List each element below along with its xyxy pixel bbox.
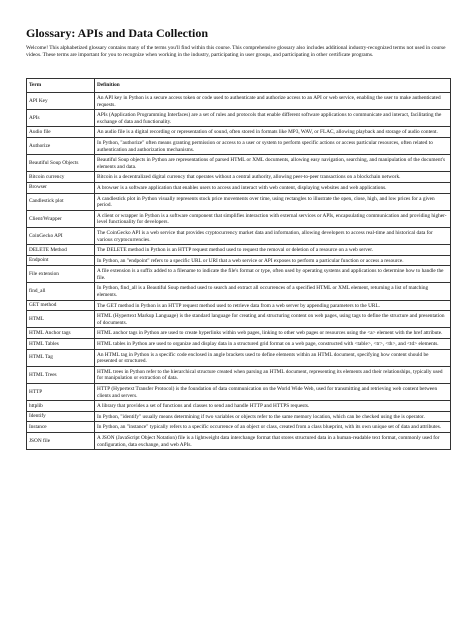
term-cell: CoinGecko API <box>27 227 95 244</box>
table-row <box>27 137 451 154</box>
definition-cell: An HTML tag in Python is a specific code enclosed in angle brackets used to define elements within an HTML document, specifying how content should be presented or structured. <box>95 349 451 366</box>
definition-cell: A candlestick plot in Python visually represents stock price movements over time, using rectangles to illustrate the open, close, high, and low prices for a given period. <box>95 193 451 210</box>
term-cell: Endpoint <box>27 255 95 266</box>
table-row <box>27 311 451 328</box>
glossary-body <box>27 93 451 450</box>
table-row <box>27 93 451 110</box>
term-cell: HTML Trees <box>27 366 95 383</box>
table-row <box>27 110 451 127</box>
term-cell: HTML Tag <box>27 349 95 366</box>
table-row <box>27 339 451 350</box>
page-title: Glossary: APIs and Data Collection <box>26 26 209 40</box>
definition-cell: The CoinGecko API is a web service that provides cryptocurrency market data and information, allowing developers to access real-time and historical data for various cryptocurrencies. <box>95 227 451 244</box>
table-row <box>27 255 451 266</box>
definition-cell: In Python, "identify" usually means determining if two variables or objects refer to the same memory location, which can be checked using the is operator. <box>95 411 451 422</box>
definition-cell: A JSON (JavaScript Object Notation) file is a lightweight data interchange format that stores structured data in a human-readable text format, commonly used for configuration, data exchange, and web APIs. <box>95 432 451 449</box>
definition-cell: A file extension is a suffix added to a filename to indicate the file's format or type, often used by operating systems and applications to determine how to handle the file. <box>95 266 451 283</box>
term-cell: Identify <box>27 411 95 422</box>
definition-cell: The GET method in Python is an HTTP request method used to retrieve data from a web server by appending parameters to the URL. <box>95 300 451 311</box>
definition-cell: APIs (Application Programming Interfaces) are a set of rules and protocols that enable different software applications to communicate and interact, facilitating the exchange of data and functionality. <box>95 110 451 127</box>
term-cell: Instance <box>27 422 95 433</box>
term-cell: Authorize <box>27 137 95 154</box>
table-row <box>27 422 451 433</box>
table-row <box>27 349 451 366</box>
table-row <box>27 300 451 311</box>
definition-cell: HTTP (Hypertext Transfer Protocol) is the foundation of data communication on the World Wide Web, used for transmitting and retrieving web content between clients and servers. <box>95 384 451 401</box>
table-row <box>27 172 451 183</box>
header-definition: Definition <box>95 79 451 93</box>
definition-cell: In Python, an "instance" typically refers to a specific occurrence of an object or class, created from a class blueprint, with its own unique set of data and attributes. <box>95 422 451 433</box>
definition-cell: Beautiful Soup objects in Python are representations of parsed HTML or XML documents, allowing easy navigation, searching, and manipulation of the document's elements and data. <box>95 155 451 172</box>
definition-cell: A library that provides a set of functions and classes to send and handle HTTP and HTTPS requests. <box>95 401 451 412</box>
term-cell: Browser <box>27 182 95 193</box>
table-row <box>27 283 451 300</box>
table-row <box>27 328 451 339</box>
table-row <box>27 227 451 244</box>
table-row <box>27 366 451 383</box>
definition-cell: HTML anchor tags in Python are used to create hyperlinks within web pages, linking to other web pages or resources using the <a> element with the href attribute. <box>95 328 451 339</box>
table-row <box>27 266 451 283</box>
term-cell: Audio file <box>27 127 95 138</box>
definition-cell: A browser is a software application that enables users to access and interact with web content, displaying websites and web applications. <box>95 182 451 193</box>
intro-paragraph: Welcome! This alphabetized glossary contains many of the terms you'll find within this course. This comprehensive glossary also includes additional industry-recognized terms not used in course videos. These terms are important for you to recognize when working in the industry, participating in user groups, and participating in other certificate programs. <box>26 45 446 59</box>
term-cell: DELETE Method <box>27 245 95 256</box>
term-cell: JSON file <box>27 432 95 449</box>
term-cell: Client/Wrapper <box>27 210 95 227</box>
definition-cell: HTML tables in Python are used to organize and display data in a structured grid format on a web page, constructed with <table>, <tr>, <th>, and <td> elements. <box>95 339 451 350</box>
term-cell: HTML <box>27 311 95 328</box>
term-cell: API Key <box>27 93 95 110</box>
term-cell: File extension <box>27 266 95 283</box>
term-cell: HTML Tables <box>27 339 95 350</box>
term-cell: APIs <box>27 110 95 127</box>
term-cell: HTTP <box>27 384 95 401</box>
term-cell: httplib <box>27 401 95 412</box>
definition-cell: A client or wrapper in Python is a software component that simplifies interaction with external services or APIs, encapsulating communication and providing higher-level functionality for developers. <box>95 210 451 227</box>
term-cell: Candlestick plot <box>27 193 95 210</box>
term-cell: GET method <box>27 300 95 311</box>
definition-cell: An API key in Python is a secure access token or code used to authenticate and authorize access to an API or web service, enabling the user to make authenticated requests. <box>95 93 451 110</box>
table-row <box>27 210 451 227</box>
table-row <box>27 127 451 138</box>
definition-cell: HTML (Hypertext Markup Language) is the standard language for creating and structuring content on web pages, using tags to define the structure and presentation of documents. <box>95 311 451 328</box>
term-cell: Bitcoin currency <box>27 172 95 183</box>
definition-cell: In Python, find_all is a Beautiful Soup method used to search and extract all occurrences of a specified HTML or XML element, returning a list of matching elements. <box>95 283 451 300</box>
header-term: Term <box>27 79 95 93</box>
term-cell: find_all <box>27 283 95 300</box>
table-row <box>27 182 451 193</box>
table-row <box>27 384 451 401</box>
table-row <box>27 245 451 256</box>
definition-cell: Bitcoin is a decentralized digital currency that operates without a central authority, allowing peer-to-peer transactions on a blockchain network. <box>95 172 451 183</box>
definition-cell: HTML trees in Python refer to the hierarchical structure created when parsing an HTML document, representing its elements and their relationships, typically used for manipulation or extraction of data. <box>95 366 451 383</box>
table-row <box>27 193 451 210</box>
table-row <box>27 411 451 422</box>
table-row <box>27 432 451 449</box>
table-row <box>27 401 451 412</box>
glossary-table <box>26 78 451 450</box>
definition-cell: The DELETE method in Python is an HTTP request method used to request the removal or deletion of a resource on a web server. <box>95 245 451 256</box>
definition-cell: An audio file is a digital recording or representation of sound, often stored in formats like MP3, WAV, or FLAC, allowing playback and storage of audio content. <box>95 127 451 138</box>
table-header-row <box>27 79 451 93</box>
definition-cell: In Python, an "endpoint" refers to a specific URL or URI that a web service or API exposes to perform a particular function or access a resource. <box>95 255 451 266</box>
term-cell: HTML Anchor tags <box>27 328 95 339</box>
term-cell: Beautiful Soup Objects <box>27 155 95 172</box>
definition-cell: In Python, "authorize" often means granting permission or access to a user or system to perform specific actions or access particular resources, often related to authentication and authorization mechanisms. <box>95 137 451 154</box>
table-row <box>27 155 451 172</box>
